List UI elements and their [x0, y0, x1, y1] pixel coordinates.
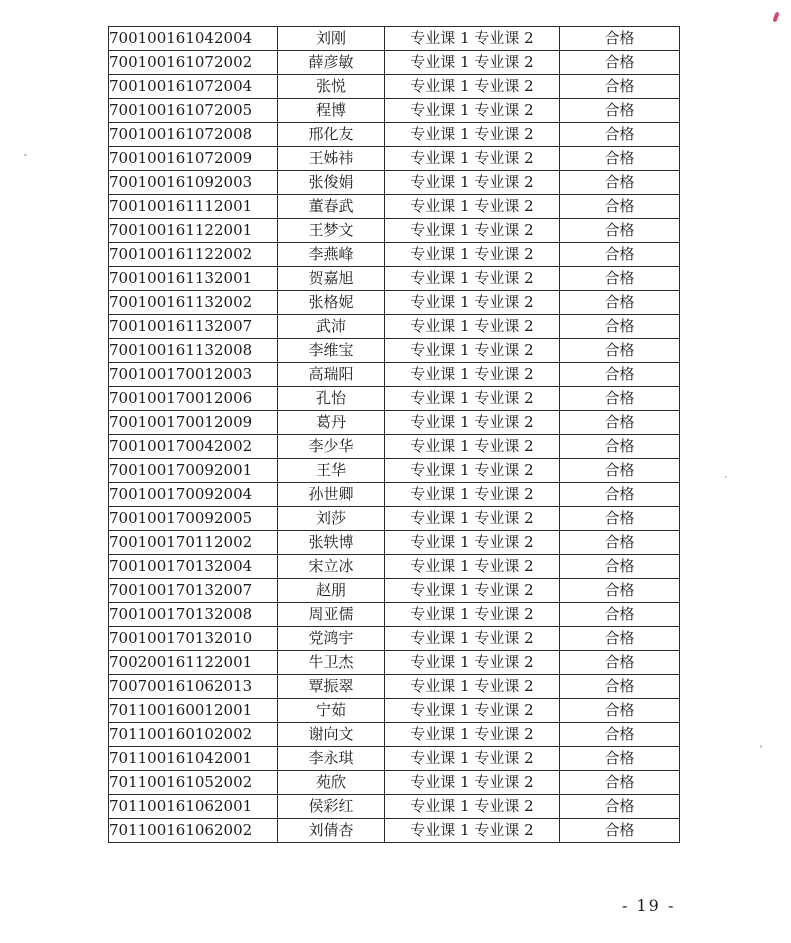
table-row [109, 99, 680, 123]
candidate-name-cell: 牛卫杰 [278, 651, 385, 675]
table-row [109, 147, 680, 171]
candidate-id-cell: 700100161072009 [109, 147, 278, 171]
candidate-id-cell: 701100161062002 [109, 819, 278, 843]
subjects-cell: 专业课 1 专业课 2 [385, 219, 560, 243]
table-row [109, 747, 680, 771]
table-row [109, 795, 680, 819]
candidate-name-cell: 赵朋 [278, 579, 385, 603]
result-cell: 合格 [560, 579, 680, 603]
result-cell: 合格 [560, 699, 680, 723]
table-row [109, 171, 680, 195]
candidate-id-cell: 701100160102002 [109, 723, 278, 747]
subjects-cell: 专业课 1 专业课 2 [385, 579, 560, 603]
table-row [109, 723, 680, 747]
result-cell: 合格 [560, 651, 680, 675]
result-cell: 合格 [560, 123, 680, 147]
subjects-cell: 专业课 1 专业课 2 [385, 363, 560, 387]
candidate-id-cell: 700100170092005 [109, 507, 278, 531]
result-cell: 合格 [560, 99, 680, 123]
table-row [109, 75, 680, 99]
result-cell: 合格 [560, 195, 680, 219]
result-cell: 合格 [560, 531, 680, 555]
table-row [109, 363, 680, 387]
table-row [109, 651, 680, 675]
subjects-cell: 专业课 1 专业课 2 [385, 459, 560, 483]
candidate-name-cell: 刘莎 [278, 507, 385, 531]
subjects-cell: 专业课 1 专业课 2 [385, 507, 560, 531]
subjects-cell: 专业课 1 专业课 2 [385, 483, 560, 507]
candidate-name-cell: 谢向文 [278, 723, 385, 747]
table-row [109, 315, 680, 339]
scan-speck [725, 476, 727, 478]
subjects-cell: 专业课 1 专业课 2 [385, 243, 560, 267]
candidate-id-cell: 701100161052002 [109, 771, 278, 795]
candidate-name-cell: 覃振翠 [278, 675, 385, 699]
result-cell: 合格 [560, 51, 680, 75]
table-row [109, 699, 680, 723]
result-cell: 合格 [560, 555, 680, 579]
subjects-cell: 专业课 1 专业课 2 [385, 147, 560, 171]
subjects-cell: 专业课 1 专业课 2 [385, 75, 560, 99]
candidate-name-cell: 邢化友 [278, 123, 385, 147]
candidate-name-cell: 高瑞阳 [278, 363, 385, 387]
candidate-id-cell: 700200161122001 [109, 651, 278, 675]
candidate-id-cell: 700100170042002 [109, 435, 278, 459]
candidate-id-cell: 700100170012009 [109, 411, 278, 435]
subjects-cell: 专业课 1 专业课 2 [385, 387, 560, 411]
result-cell: 合格 [560, 75, 680, 99]
table-row [109, 675, 680, 699]
candidate-id-cell: 700100161072002 [109, 51, 278, 75]
candidate-name-cell: 苑欣 [278, 771, 385, 795]
result-cell: 合格 [560, 747, 680, 771]
table-row [109, 51, 680, 75]
table-row [109, 411, 680, 435]
candidate-id-cell: 700100161132008 [109, 339, 278, 363]
result-cell: 合格 [560, 771, 680, 795]
candidate-name-cell: 刘倩杏 [278, 819, 385, 843]
subjects-cell: 专业课 1 专业课 2 [385, 675, 560, 699]
subjects-cell: 专业课 1 专业课 2 [385, 795, 560, 819]
candidate-id-cell: 700100170132007 [109, 579, 278, 603]
candidate-name-cell: 宋立冰 [278, 555, 385, 579]
table-row [109, 219, 680, 243]
result-cell: 合格 [560, 459, 680, 483]
candidate-name-cell: 李永琪 [278, 747, 385, 771]
candidate-name-cell: 刘刚 [278, 27, 385, 51]
result-cell: 合格 [560, 387, 680, 411]
candidate-name-cell: 李少华 [278, 435, 385, 459]
results-table [108, 26, 680, 843]
candidate-name-cell: 薛彦敏 [278, 51, 385, 75]
candidate-id-cell: 700100170012006 [109, 387, 278, 411]
candidate-name-cell: 李维宝 [278, 339, 385, 363]
candidate-name-cell: 王华 [278, 459, 385, 483]
subjects-cell: 专业课 1 专业课 2 [385, 555, 560, 579]
candidate-id-cell: 700100170112002 [109, 531, 278, 555]
table-row [109, 627, 680, 651]
candidate-name-cell: 王梦文 [278, 219, 385, 243]
candidate-id-cell: 700700161062013 [109, 675, 278, 699]
result-cell: 合格 [560, 219, 680, 243]
candidate-name-cell: 张格妮 [278, 291, 385, 315]
result-cell: 合格 [560, 171, 680, 195]
table-row [109, 459, 680, 483]
result-cell: 合格 [560, 339, 680, 363]
table-row [109, 603, 680, 627]
candidate-id-cell: 700100170012003 [109, 363, 278, 387]
result-cell: 合格 [560, 675, 680, 699]
subjects-cell: 专业课 1 专业课 2 [385, 267, 560, 291]
candidate-name-cell: 贺嘉旭 [278, 267, 385, 291]
candidate-name-cell: 张悦 [278, 75, 385, 99]
candidate-id-cell: 701100160012001 [109, 699, 278, 723]
table-row [109, 243, 680, 267]
subjects-cell: 专业课 1 专业课 2 [385, 195, 560, 219]
subjects-cell: 专业课 1 专业课 2 [385, 51, 560, 75]
candidate-name-cell: 党鸿宇 [278, 627, 385, 651]
result-cell: 合格 [560, 315, 680, 339]
table-row [109, 339, 680, 363]
candidate-name-cell: 葛丹 [278, 411, 385, 435]
subjects-cell: 专业课 1 专业课 2 [385, 651, 560, 675]
candidate-name-cell: 董春武 [278, 195, 385, 219]
candidate-name-cell: 张轶博 [278, 531, 385, 555]
candidate-name-cell: 周亚儒 [278, 603, 385, 627]
subjects-cell: 专业课 1 专业课 2 [385, 747, 560, 771]
result-cell: 合格 [560, 435, 680, 459]
result-cell: 合格 [560, 147, 680, 171]
candidate-id-cell: 701100161062001 [109, 795, 278, 819]
candidate-id-cell: 700100161042004 [109, 27, 278, 51]
table-row [109, 267, 680, 291]
subjects-cell: 专业课 1 专业课 2 [385, 411, 560, 435]
candidate-id-cell: 700100161132002 [109, 291, 278, 315]
table-row [109, 507, 680, 531]
table-row [109, 771, 680, 795]
subjects-cell: 专业课 1 专业课 2 [385, 291, 560, 315]
subjects-cell: 专业课 1 专业课 2 [385, 627, 560, 651]
candidate-name-cell: 张俊娟 [278, 171, 385, 195]
result-cell: 合格 [560, 627, 680, 651]
table-row [109, 531, 680, 555]
candidate-id-cell: 700100170092001 [109, 459, 278, 483]
table-row [109, 435, 680, 459]
table-row [109, 123, 680, 147]
result-cell: 合格 [560, 507, 680, 531]
subjects-cell: 专业课 1 专业课 2 [385, 171, 560, 195]
subjects-cell: 专业课 1 专业课 2 [385, 819, 560, 843]
result-cell: 合格 [560, 243, 680, 267]
candidate-id-cell: 700100170132004 [109, 555, 278, 579]
candidate-name-cell: 程博 [278, 99, 385, 123]
table-row [109, 195, 680, 219]
result-cell: 合格 [560, 411, 680, 435]
candidate-name-cell: 侯彩红 [278, 795, 385, 819]
result-cell: 合格 [560, 363, 680, 387]
result-cell: 合格 [560, 795, 680, 819]
result-cell: 合格 [560, 723, 680, 747]
table-row [109, 555, 680, 579]
candidate-name-cell: 王姊祎 [278, 147, 385, 171]
table-row [109, 579, 680, 603]
scan-speck [760, 745, 762, 748]
candidate-name-cell: 宁茹 [278, 699, 385, 723]
subjects-cell: 专业课 1 专业课 2 [385, 435, 560, 459]
result-cell: 合格 [560, 819, 680, 843]
candidate-id-cell: 700100161122002 [109, 243, 278, 267]
candidate-name-cell: 李燕峰 [278, 243, 385, 267]
subjects-cell: 专业课 1 专业课 2 [385, 339, 560, 363]
subjects-cell: 专业课 1 专业课 2 [385, 531, 560, 555]
table-row [109, 387, 680, 411]
table-row [109, 819, 680, 843]
table-row [109, 483, 680, 507]
subjects-cell: 专业课 1 专业课 2 [385, 699, 560, 723]
candidate-id-cell: 700100161092003 [109, 171, 278, 195]
candidate-id-cell: 700100161072008 [109, 123, 278, 147]
candidate-name-cell: 孔怡 [278, 387, 385, 411]
table-row [109, 291, 680, 315]
result-cell: 合格 [560, 483, 680, 507]
candidate-id-cell: 701100161042001 [109, 747, 278, 771]
result-cell: 合格 [560, 27, 680, 51]
result-cell: 合格 [560, 291, 680, 315]
red-ink-mark [772, 12, 779, 23]
subjects-cell: 专业课 1 专业课 2 [385, 771, 560, 795]
scan-speck [24, 154, 27, 156]
subjects-cell: 专业课 1 专业课 2 [385, 603, 560, 627]
candidate-id-cell: 700100161132007 [109, 315, 278, 339]
candidate-id-cell: 700100170132010 [109, 627, 278, 651]
candidate-id-cell: 700100161072005 [109, 99, 278, 123]
page-number: - 19 - [622, 896, 676, 915]
candidate-name-cell: 孙世卿 [278, 483, 385, 507]
candidate-id-cell: 700100161122001 [109, 219, 278, 243]
subjects-cell: 专业课 1 专业课 2 [385, 123, 560, 147]
candidate-id-cell: 700100161112001 [109, 195, 278, 219]
candidate-id-cell: 700100170092004 [109, 483, 278, 507]
candidate-name-cell: 武沛 [278, 315, 385, 339]
candidate-id-cell: 700100170132008 [109, 603, 278, 627]
subjects-cell: 专业课 1 专业课 2 [385, 27, 560, 51]
result-cell: 合格 [560, 603, 680, 627]
candidate-id-cell: 700100161072004 [109, 75, 278, 99]
results-table-body [109, 27, 680, 843]
table-row [109, 27, 680, 51]
subjects-cell: 专业课 1 专业课 2 [385, 723, 560, 747]
candidate-id-cell: 700100161132001 [109, 267, 278, 291]
subjects-cell: 专业课 1 专业课 2 [385, 315, 560, 339]
subjects-cell: 专业课 1 专业课 2 [385, 99, 560, 123]
result-cell: 合格 [560, 267, 680, 291]
